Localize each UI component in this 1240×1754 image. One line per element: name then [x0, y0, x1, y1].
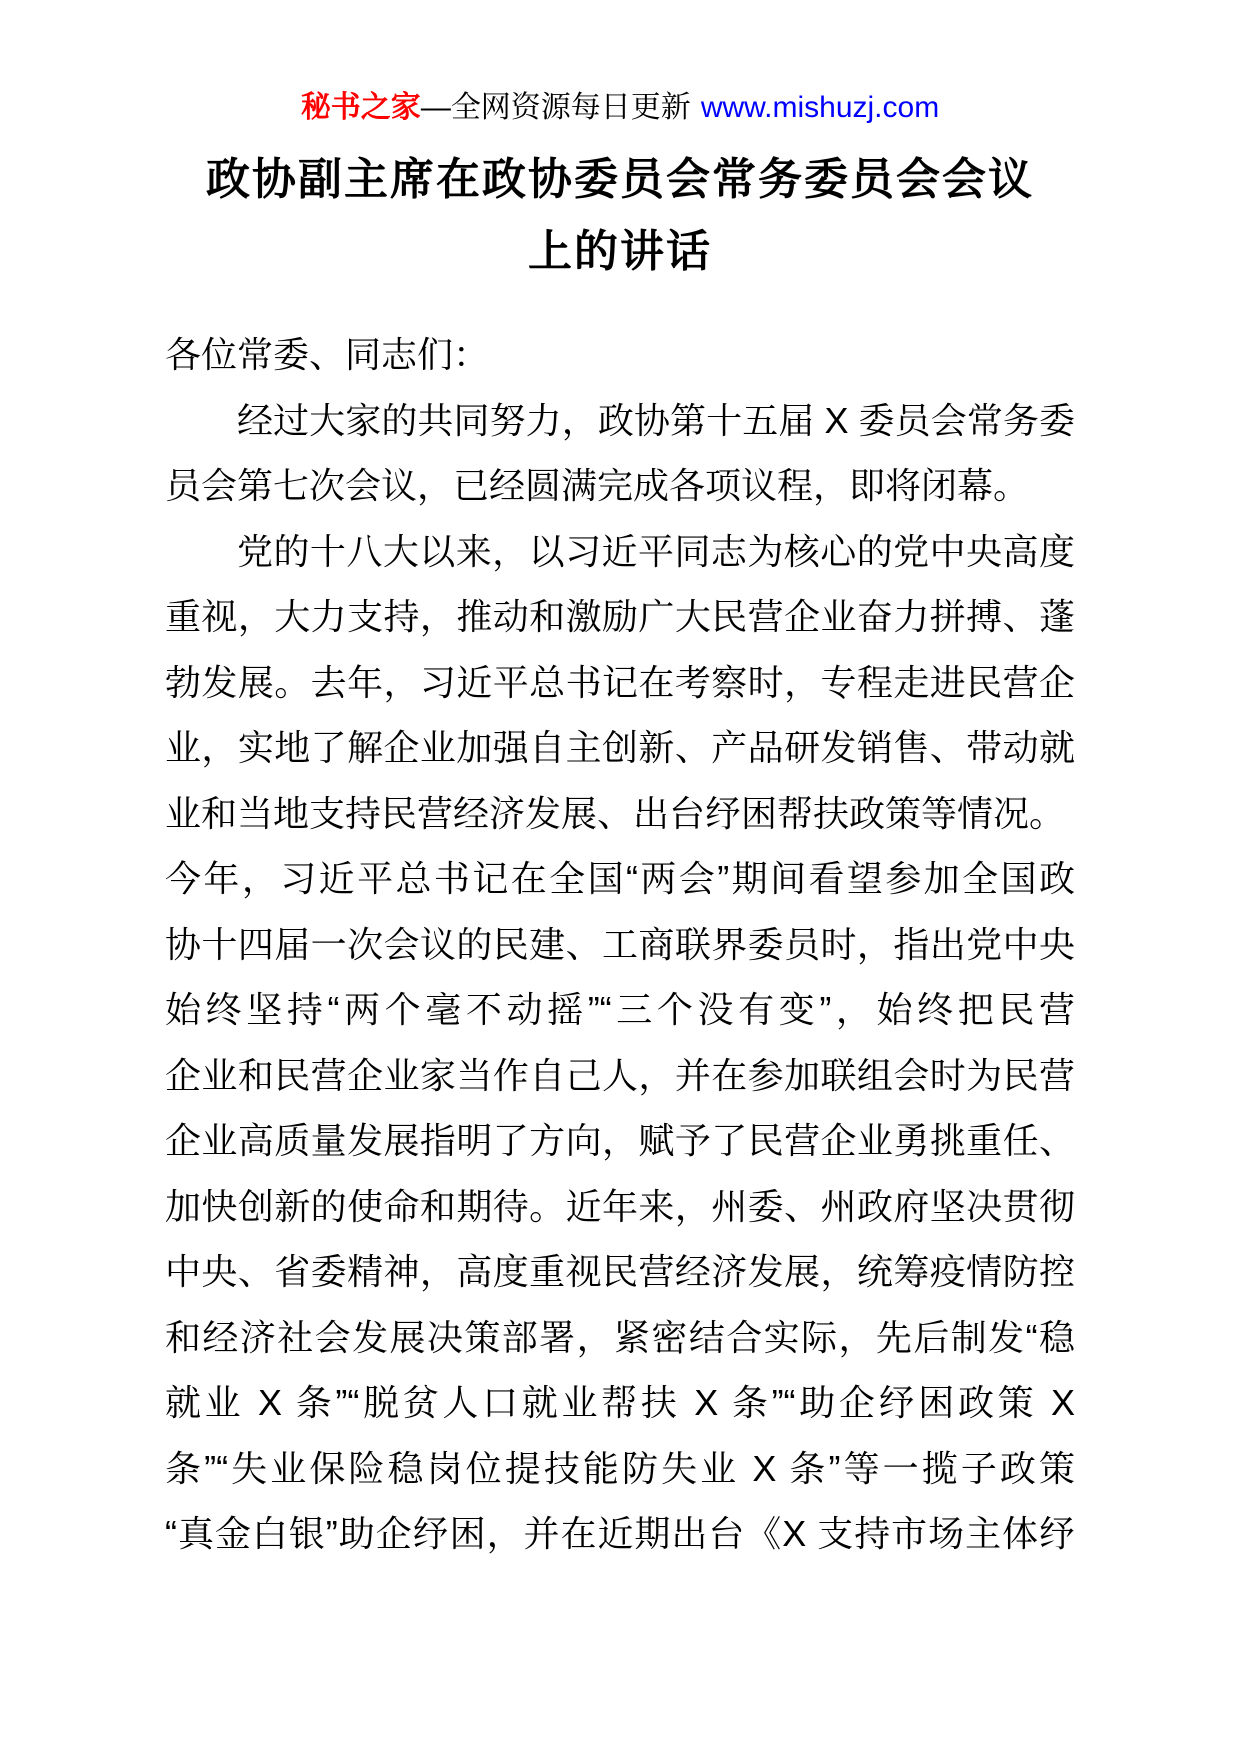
body-line: 企业和民营企业家当作自己人，并在参加联组会时为民营 — [165, 1054, 1075, 1096]
body-line: 企业高质量发展指明了方向，赋予了民营企业勇挑重任、 — [165, 1120, 1075, 1161]
body-line-salutation: 各位常委、同志们： — [165, 334, 490, 375]
document-title — [0, 144, 1240, 288]
body-line: 协十四届一次会议的民建、工商联界委员时，指出党中央 — [165, 923, 1075, 965]
body-line: 业和当地支持民营经济发展、出台纾困帮扶政策等情况。 — [165, 792, 1066, 834]
body-line: 就业 X 条”“脱贫人口就业帮扶 X 条”“助企纾困政策 X — [165, 1382, 1075, 1423]
body-line: 和经济社会发展决策部署，紧密结合实际，先后制发“稳 — [165, 1316, 1075, 1358]
body-line: “真金白银”助企纾困，并在近期出台《X 支持市场主体纾 — [165, 1513, 1075, 1554]
body-line: 加快创新的使命和期待。近年来，州委、州政府坚决贯彻 — [165, 1185, 1075, 1227]
body-line: 业，实地了解企业加强自主创新、产品研发销售、带动就 — [165, 727, 1075, 768]
body-line: 始终坚持“两个毫不动摇”“三个没有变”，始终把民营 — [165, 989, 1075, 1030]
site-url-link[interactable]: www.mishuzj.com — [700, 91, 940, 124]
body-line: 重视，大力支持，推动和激励广大民营企业奋力拼搏、蓬 — [165, 596, 1075, 637]
body-line: 党的十八大以来，以习近平同志为核心的党中央高度 — [237, 530, 1075, 572]
body-line: 中央、省委精神，高度重视民营经济发展，统筹疫情防控 — [165, 1251, 1075, 1292]
body-line: 员会第七次会议，已经圆满完成各项议程，即将闭幕。 — [165, 465, 1030, 506]
site-tagline: —全网资源每日更新 — [420, 91, 691, 124]
site-header — [0, 88, 1240, 128]
body-line: 勃发展。去年，习近平总书记在考察时，专程走进民营企 — [165, 661, 1075, 703]
document-title-line1: 政协副主席在政协委员会常务委员会会议 — [206, 155, 1034, 204]
document-title-line2: 上的讲话 — [528, 227, 712, 276]
body-line: 条”“失业保险稳岗位提技能防失业 X 条”等一揽子政策 — [165, 1447, 1075, 1489]
document-body — [165, 322, 1075, 1567]
site-brand: 秘书之家 — [300, 91, 421, 124]
body-line: 经过大家的共同努力，政协第十五届 X 委员会常务委 — [237, 399, 1075, 441]
body-line: 今年，习近平总书记在全国“两会”期间看望参加全国政 — [165, 858, 1075, 899]
